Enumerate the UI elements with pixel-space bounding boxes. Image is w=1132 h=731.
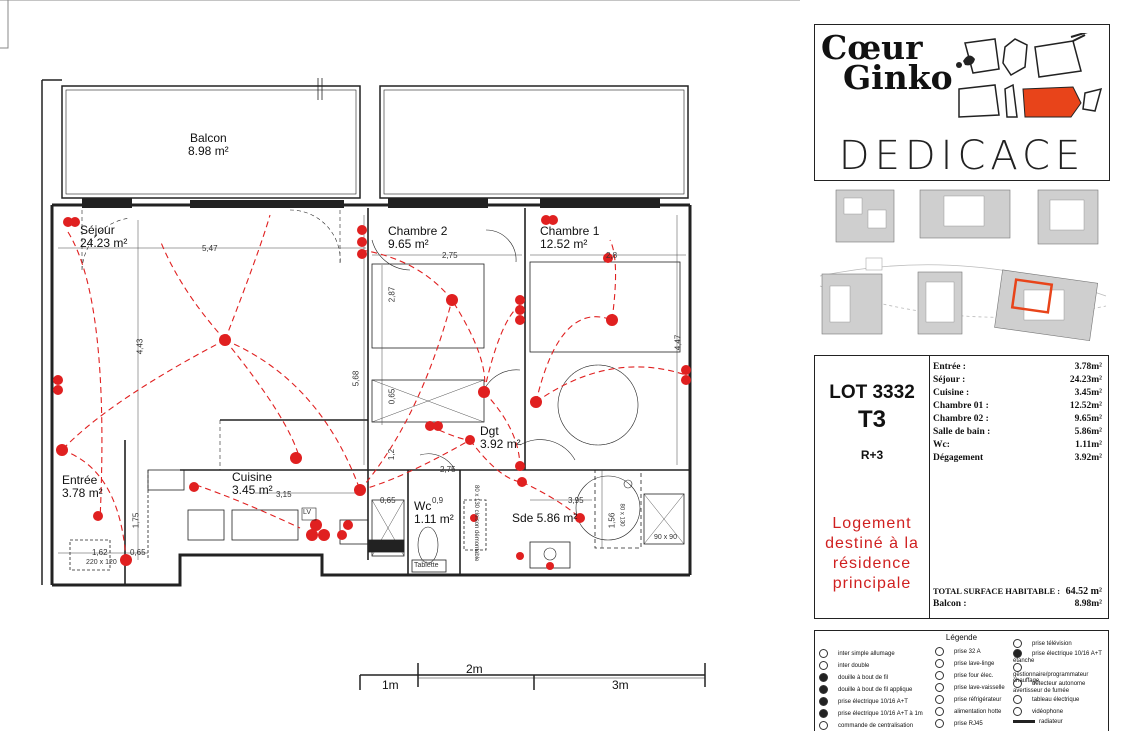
legend-item: prise électrique 10/16 A+T [819, 697, 908, 706]
dimension-label: 3,95 [568, 496, 584, 505]
scale-bar [360, 663, 705, 690]
dimension-label: 1,62 [92, 548, 108, 557]
legend-item: alimentation hotte [935, 707, 1001, 716]
legend-item: prise télévision [1013, 639, 1072, 648]
brand-title: DEDICACE [838, 133, 1086, 179]
scale-label: 1m [382, 678, 399, 692]
legend-item: inter double [819, 661, 869, 670]
legend-item: douille à bout de fil applique [819, 685, 912, 694]
socket-icon [819, 697, 828, 706]
balcony-walls [42, 78, 688, 585]
site-plan [814, 186, 1110, 346]
entree-label: Entrée 3.78 m² [62, 473, 103, 500]
logo-text: Cœur Ginko [821, 28, 953, 97]
legend-panel [814, 630, 1109, 731]
dimension-label: 4,47 [673, 334, 683, 351]
hood-socket-icon [935, 707, 944, 716]
dimension-label: LV [303, 509, 312, 516]
legend-item: prise RJ45 [935, 719, 983, 728]
dimension-label: Tablette [414, 562, 439, 569]
surface-row: Chambre 01 : 12.52m² [933, 401, 1102, 411]
surface-row: Dégagement 3.92m² [933, 453, 1102, 463]
socket-1m-icon [819, 709, 828, 718]
dimension-label: 0,9 [432, 496, 444, 505]
electrical-panel-icon [1013, 695, 1022, 704]
ceiling-light-icon [819, 673, 828, 682]
dimension-label: 1,2 [387, 448, 397, 461]
legend-item: prise lave-vaisselle [935, 683, 1005, 692]
surface-row: Wc: 1.11m² [933, 440, 1102, 450]
legend-item: détecteur autonome avertisseur de fumée [1013, 679, 1103, 694]
dimension-label: 2,87 [387, 286, 397, 303]
legend-item: gestionnaire/programmateur chauffage [1013, 663, 1103, 684]
legend-title: Légende [945, 633, 978, 642]
waterproof-socket-icon [1013, 649, 1022, 658]
dimension-label: 2,75 [440, 465, 456, 474]
dimension-label: 1,56 [607, 512, 617, 529]
scale-label: 2m [466, 662, 483, 676]
dimension-label: 220 x 120 [86, 559, 117, 566]
dimension-label: 4,43 [135, 338, 145, 355]
lot-type: T3 [857, 406, 886, 433]
legend-item: vidéophone [1013, 707, 1063, 716]
sde-label: Sde 5.86 m² [512, 511, 578, 525]
socket-32a-icon [935, 647, 944, 656]
wc-label: Wc 1.11 m² [414, 499, 454, 526]
legend-item: inter simple allumage [819, 649, 895, 658]
legend-item: douille à bout de fil [819, 673, 888, 682]
centralization-icon [819, 721, 828, 730]
dimension-label: 1,75 [131, 512, 141, 529]
dimension-label: 0,65 [380, 496, 396, 505]
surface-row: Salle de bain : 5.86m² [933, 427, 1102, 437]
logo-panel [814, 24, 1110, 181]
logo-shapes-icon [955, 33, 1105, 123]
dimension-label: 90 x 90 [654, 534, 677, 541]
legend-item: prise réfrigérateur [935, 695, 1001, 704]
radiator-icon [1013, 720, 1035, 723]
dishwasher-socket-icon [935, 683, 944, 692]
legend-item: prise lave-linge [935, 659, 994, 668]
dgt-label: Dgt 3.92 m² [480, 424, 521, 451]
scale-label: 3m [612, 678, 629, 692]
surface-row: Chambre 02 : 9.65m² [933, 414, 1102, 424]
legend-item: prise électrique 10/16 A+T à 1m [819, 709, 923, 718]
wall-light-icon [819, 685, 828, 694]
legend-item: tableau électrique [1013, 695, 1079, 704]
oven-socket-icon [935, 671, 944, 680]
dimension-label: 5,68 [351, 370, 361, 387]
lot-info-panel [814, 355, 1109, 619]
lot-number: LOT 3332 [829, 382, 915, 403]
legend-item: commande de centralisation [819, 721, 913, 730]
wiring [62, 215, 686, 560]
heating-programmer-icon [1013, 663, 1022, 672]
legend-item: radiateur [1013, 719, 1063, 725]
surface-row: Entrée : 3.78m² [933, 362, 1102, 372]
site-plan-map [814, 186, 1110, 346]
total-surface-row: TOTAL SURFACE HABITABLE : 64.52 m² [933, 586, 1102, 597]
residence-note: Logement destiné à la résidence principale [825, 515, 919, 592]
videophone-icon [1013, 707, 1022, 716]
dimension-label: 5,47 [202, 244, 218, 253]
legend-item: prise four élec. [935, 671, 993, 680]
washer-socket-icon [935, 659, 944, 668]
dimension-label: 2,8 [606, 251, 618, 260]
tv-socket-icon [1013, 639, 1022, 648]
lot-level: R+3 [860, 448, 884, 462]
cuisine-label: Cuisine 3.45 m² [232, 470, 273, 497]
fridge-socket-icon [935, 695, 944, 704]
surface-row: Séjour : 24.23m² [933, 375, 1102, 385]
dimension-label: 0,65 [130, 548, 146, 557]
smoke-detector-icon [1013, 679, 1022, 688]
dimension-label: 80 x 130 cloison démontable [473, 485, 479, 562]
switch-icon [819, 649, 828, 658]
double-switch-icon [819, 661, 828, 670]
sejour-label: Séjour 24.23 m² [80, 223, 128, 250]
balcon-label: Balcon 8.98 m² [188, 131, 229, 158]
legend-item: prise électrique 10/16 A+T étanche [1013, 649, 1103, 664]
dimension-label: 2,75 [442, 251, 458, 260]
lot-summary [815, 356, 930, 618]
dimension-label: 0,65 [387, 388, 397, 405]
balcon-surface-row: Balcon : 8.98m² [933, 599, 1102, 609]
chambre1-label: Chambre 1 12.52 m² [540, 224, 600, 251]
dimension-label: 3,15 [276, 490, 292, 499]
chambre2-label: Chambre 2 9.65 m² [388, 224, 448, 251]
dimension-label: 80 x 130 [618, 503, 625, 527]
legend-item: prise 32 A [935, 647, 981, 656]
surface-row: Cuisine : 3.45m² [933, 388, 1102, 398]
